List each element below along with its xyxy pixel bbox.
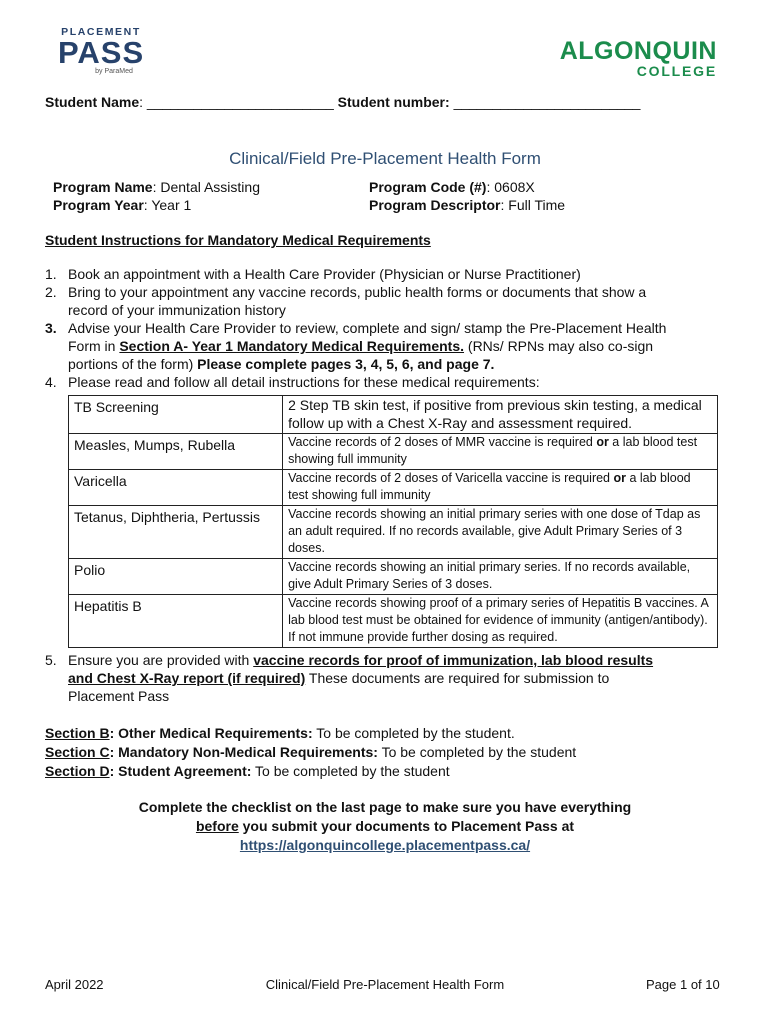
student-name-blank[interactable]: : ________________________: [139, 94, 334, 110]
step-3: [45, 319, 725, 373]
program-year: [53, 196, 191, 214]
program-name-value: : Dental Assisting: [152, 179, 260, 195]
section-c-text: To be completed by the student: [377, 744, 577, 760]
student-name-label: Student Name: [45, 94, 140, 110]
section-c-title: : Mandatory Non-Medical Requirements:: [109, 744, 378, 760]
algonquin-college-logo: [545, 38, 717, 79]
algonquin-logo-bottom: COLLEGE: [636, 63, 717, 79]
requirement-name: Varicella: [69, 470, 283, 506]
requirement-name: TB Screening: [69, 396, 283, 434]
requirement-description: [283, 470, 718, 506]
instructions-list: [45, 265, 725, 391]
step-text: Advise your Health Care Provider to review, complete and sign/ stamp the Pre-Placement Health: [68, 320, 667, 336]
requirement-description: [283, 434, 718, 470]
section-b-line: [45, 724, 515, 742]
placement-pass-link[interactable]: https://algonquincollege.placementpass.ca/: [239, 837, 531, 853]
footer-page-number: Page 1 of 10: [646, 977, 720, 992]
checklist-text: you submit your documents to Placement Pass at: [238, 818, 575, 834]
program-descriptor-label: Program Descriptor: [369, 197, 501, 213]
step-text: Book an appointment with a Health Care Provider (Physician or Nurse Practitioner): [68, 266, 581, 282]
requirement-description: Vaccine records showing an initial primary series. If no records available, give Adult Primary Series of 3 doses.: [283, 559, 718, 595]
section-b-label: Section B: [45, 725, 110, 741]
placement-pass-url-row: [0, 836, 770, 854]
requirement-name: Polio: [69, 559, 283, 595]
form-title: Clinical/Field Pre-Placement Health Form: [229, 149, 541, 168]
step-4: [45, 373, 725, 391]
step-text: Form in: [68, 338, 120, 354]
section-d-label: Section D: [45, 763, 110, 779]
step-text: Bring to your appointment any vaccine records, public health forms or documents that show a: [68, 284, 647, 300]
placement-pass-logo-top: PLACEMENT: [61, 26, 141, 38]
requirement-name: Hepatitis B: [69, 595, 283, 648]
requirement-or: or: [596, 435, 609, 449]
placement-pass-logo-main: [58, 35, 145, 70]
student-number-label: Student number:: [337, 94, 454, 110]
pages-to-complete: Please complete pages 3, 4, 5, 6, and page 7.: [197, 356, 495, 372]
step-number: 5.: [45, 652, 57, 668]
table-row: [69, 396, 718, 434]
requirement-name: Tetanus, Diphtheria, Pertussis: [69, 506, 283, 559]
medical-requirements-table: [68, 395, 718, 648]
instructions-heading: Student Instructions for Mandatory Medical Requirements: [45, 232, 431, 248]
required-documents: and Chest X-Ray report (if required): [68, 670, 306, 686]
program-code: [369, 178, 535, 196]
checklist-before: before: [195, 818, 239, 834]
placement-pass-logo-main-left: PA: [58, 35, 101, 70]
step-text: portions of the form): [68, 356, 198, 372]
table-row: [69, 434, 718, 470]
step-text: (RNs/ RPNs may also co-sign: [464, 338, 654, 354]
table-row: [69, 595, 718, 648]
step-text: Please read and follow all detail instructions for these medical requirements:: [68, 374, 540, 390]
table-row: [69, 506, 718, 559]
placement-pass-logo-main-right: SS: [100, 35, 145, 70]
placement-pass-logo-sub: by ParaMed: [95, 68, 133, 75]
footer-title: Clinical/Field Pre-Placement Health Form: [265, 977, 505, 992]
requirement-text: Vaccine records of 2 doses of MMR vaccine is required: [288, 435, 597, 449]
step-text: record of your immunization history: [68, 302, 286, 318]
table-row: [69, 559, 718, 595]
step-text: Placement Pass: [68, 688, 170, 704]
program-name: [53, 178, 260, 196]
algonquin-logo-top: ALGONQUIN: [559, 37, 717, 65]
checklist-line-2: [0, 817, 770, 835]
program-descriptor-value: : Full Time: [500, 197, 566, 213]
footer-date: April 2022: [45, 977, 104, 992]
requirement-text: a lab blood test showing full immunity: [288, 435, 698, 466]
section-d-text: To be completed by the student: [251, 763, 450, 779]
program-code-label: Program Code (#): [369, 179, 487, 195]
student-number-blank[interactable]: ________________________: [453, 94, 641, 110]
program-name-label: Program Name: [53, 179, 153, 195]
student-info-line: [45, 93, 640, 111]
requirement-text: Vaccine records of 2 doses of Varicella vaccine is required: [288, 471, 614, 485]
step-number: 1.: [45, 266, 57, 282]
placement-pass-logo: [58, 26, 144, 75]
section-a-reference: Section A- Year 1 Mandatory Medical Requirements.: [119, 338, 465, 354]
requirement-or: or: [613, 471, 626, 485]
step-number: 3.: [45, 320, 57, 336]
program-code-value: : 0608X: [486, 179, 535, 195]
step-5: [45, 651, 725, 705]
requirement-description: Vaccine records showing an initial primary series with one dose of Tdap as an adult required. If no records available, give Adult Primary Series of 3 doses.: [283, 506, 718, 559]
section-c-line: [45, 743, 576, 761]
requirement-text: a lab blood test showing full immunity: [288, 471, 691, 502]
section-b-text: To be completed by the student.: [312, 725, 515, 741]
requirement-description: 2 Step TB skin test, if positive from previous skin testing, a medical follow up with a Chest X-Ray and assessment required.: [283, 396, 718, 434]
step-text: These documents are required for submission to: [305, 670, 610, 686]
program-year-label: Program Year: [53, 197, 144, 213]
program-year-value: : Year 1: [143, 197, 192, 213]
step-number: 4.: [45, 374, 57, 390]
requirement-description: Vaccine records showing proof of a primary series of Hepatitis B vaccines. A lab blood test must be obtained for evidence of immunity (antigen/antibody). If not immune provide further dosing as required.: [283, 595, 718, 648]
instructions-list-continued: [45, 651, 725, 705]
step-2: [45, 283, 725, 319]
section-d-line: [45, 762, 450, 780]
checklist-line-1: Complete the checklist on the last page to make sure you have everything: [138, 799, 632, 815]
section-b-title: : Other Medical Requirements:: [109, 725, 313, 741]
step-text: Ensure you are provided with: [68, 652, 254, 668]
program-descriptor: [369, 196, 565, 214]
table-row: [69, 470, 718, 506]
step-number: 2.: [45, 284, 57, 300]
step-1: [45, 265, 725, 283]
required-documents: vaccine records for proof of immunization, lab blood results: [253, 652, 654, 668]
section-c-label: Section C: [45, 744, 110, 760]
requirement-name: Measles, Mumps, Rubella: [69, 434, 283, 470]
section-d-title: : Student Agreement:: [109, 763, 252, 779]
